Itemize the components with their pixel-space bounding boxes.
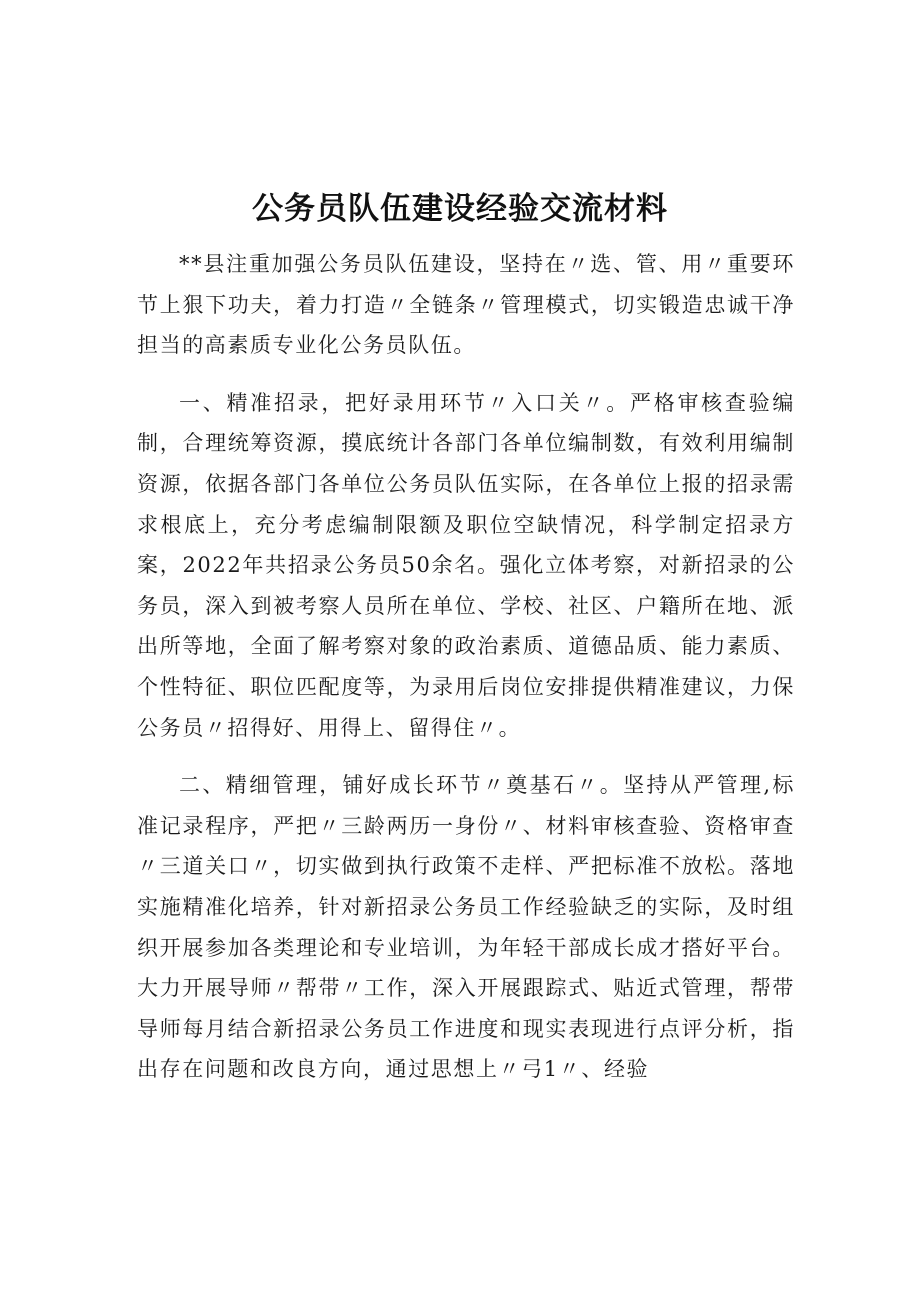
document-title: 公务员队伍建设经验交流材料 bbox=[252, 191, 668, 227]
paragraph-intro: **县注重加强公务员队伍建设，坚持在〃选、管、用〃重要环节上狠下功夫，着力打造〃全链条〃管理模式，切实锻造忠诚干净担当的高素质专业化公务员队伍。 bbox=[137, 252, 795, 358]
paragraph-section-one: 一、精准招录，把好录用环节〃入口关〃。严格审核查验编制，合理统筹资源，摸底统计各部门各单位编制数，有效利用编制资源，依据各部门各单位公务员队伍实际，在各单位上报的招录需求根底上，充分考虑编制限额及职位空缺情况，科学制定招录方案，2022年共招录公务员50余名。强化立体考察，对新招录的公务员，深入到被考察人员所在单位、学校、社区、户籍所在地、派出所等地，全面了解考察对象的政治素质、道德品质、能力素质、个性特征、职位匹配度等，为录用后岗位安排提供精准建议，力保公务员〃招得好、用得上、留得住〃。 bbox=[137, 390, 795, 740]
paragraph-section-two: 二、精细管理，铺好成长环节〃奠基石〃。坚持从严管理,标准记录程序，严把〃三龄两历一身份〃、材料审核查验、资格审查〃三道关口〃，切实做到执行政策不走样、严把标准不放松。落地实施精准化培养，针对新招录公务员工作经验缺乏的实际，及时组织开展参加各类理论和专业培训，为年轻干部成长成才搭好平台。大力开展导师〃帮带〃工作，深入开展跟踪式、贴近式管理，帮带导师每月结合新招录公务员工作进度和现实表现进行点评分析，指出存在问题和改良方向，通过思想上〃弓1〃、经验 bbox=[137, 773, 795, 1082]
document-body bbox=[137, 244, 795, 1107]
